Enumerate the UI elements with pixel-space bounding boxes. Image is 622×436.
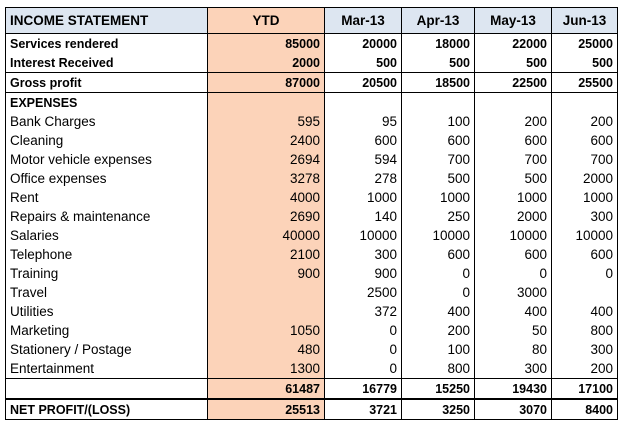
row-total-expenses: [6, 379, 618, 400]
month-cell: 140: [325, 207, 402, 226]
month-cell: 1000: [552, 188, 618, 207]
ytd-cell: 2100: [208, 245, 325, 264]
ytd-cell: 40000: [208, 226, 325, 245]
ytd-cell: [208, 302, 325, 321]
month-cell: 80: [475, 340, 552, 359]
month-cell: 10000: [402, 226, 475, 245]
row-expenses-heading: [6, 93, 618, 113]
row-label: Cleaning: [6, 131, 208, 150]
month-cell: 600: [552, 245, 618, 264]
row-label: Gross profit: [6, 73, 208, 93]
row-label: Interest Received: [6, 53, 208, 73]
row-gross-profit: [6, 73, 618, 93]
row-stationery-postage: [6, 340, 618, 359]
row-label: Telephone: [6, 245, 208, 264]
month-cell: 400: [475, 302, 552, 321]
month-cell: 15250: [402, 379, 475, 400]
month-cell: 25000: [552, 34, 618, 54]
month-cell: 25500: [552, 73, 618, 93]
month-cell: 3250: [402, 399, 475, 420]
month-cell: 500: [552, 53, 618, 73]
month-cell: 3721: [325, 399, 402, 420]
ytd-cell: 595: [208, 112, 325, 131]
ytd-cell: 2694: [208, 150, 325, 169]
month-cell: 10000: [475, 226, 552, 245]
month-cell: 594: [325, 150, 402, 169]
month-cell: 500: [325, 53, 402, 73]
column-header-jun-13: Jun-13: [552, 8, 618, 34]
row-rent: [6, 188, 618, 207]
statement-title: INCOME STATEMENT: [6, 8, 208, 34]
month-cell: 18500: [402, 73, 475, 93]
month-cell: 700: [475, 150, 552, 169]
ytd-cell: 480: [208, 340, 325, 359]
row-entertainment: [6, 359, 618, 379]
income-statement-table: [5, 7, 618, 420]
month-cell: 20500: [325, 73, 402, 93]
ytd-cell: 2000: [208, 53, 325, 73]
row-training: [6, 264, 618, 283]
month-cell: 22500: [475, 73, 552, 93]
month-cell: 0: [402, 264, 475, 283]
row-net-profit: [6, 399, 618, 420]
row-label: Stationery / Postage: [6, 340, 208, 359]
month-cell: 0: [552, 264, 618, 283]
month-cell: 500: [402, 169, 475, 188]
month-cell: 1000: [402, 188, 475, 207]
month-cell: 600: [552, 131, 618, 150]
column-header-may-13: May-13: [475, 8, 552, 34]
month-cell: 200: [552, 112, 618, 131]
ytd-cell: 2690: [208, 207, 325, 226]
month-cell: 0: [325, 321, 402, 340]
section-heading: EXPENSES: [6, 93, 208, 113]
row-label: [6, 379, 208, 400]
ytd-cell: [208, 93, 325, 113]
month-cell: 600: [475, 131, 552, 150]
month-cell: 95: [325, 112, 402, 131]
month-cell: 500: [475, 53, 552, 73]
month-cell: 300: [325, 245, 402, 264]
row-services-rendered: [6, 34, 618, 54]
month-cell: 200: [475, 112, 552, 131]
month-cell: [552, 283, 618, 302]
ytd-cell: 1050: [208, 321, 325, 340]
month-cell: 600: [325, 131, 402, 150]
month-cell: 0: [325, 359, 402, 379]
month-cell: 600: [402, 245, 475, 264]
month-cell: 0: [325, 340, 402, 359]
row-label: Utilities: [6, 302, 208, 321]
row-label: Training: [6, 264, 208, 283]
month-cell: 19430: [475, 379, 552, 400]
row-cleaning: [6, 131, 618, 150]
row-marketing: [6, 321, 618, 340]
month-cell: 400: [552, 302, 618, 321]
income-statement-sheet: [5, 7, 618, 420]
month-cell: 700: [402, 150, 475, 169]
month-cell: 800: [552, 321, 618, 340]
row-label: Bank Charges: [6, 112, 208, 131]
month-cell: 8400: [552, 399, 618, 420]
month-cell: 1000: [325, 188, 402, 207]
ytd-cell: 1300: [208, 359, 325, 379]
month-cell: [402, 93, 475, 113]
month-cell: 278: [325, 169, 402, 188]
ytd-cell: 61487: [208, 379, 325, 400]
column-header-ytd: YTD: [208, 8, 325, 34]
month-cell: 0: [475, 264, 552, 283]
month-cell: 3070: [475, 399, 552, 420]
month-cell: [325, 93, 402, 113]
ytd-cell: 900: [208, 264, 325, 283]
month-cell: 700: [552, 150, 618, 169]
month-cell: 200: [552, 359, 618, 379]
month-cell: 2000: [475, 207, 552, 226]
month-cell: 100: [402, 340, 475, 359]
row-label: Motor vehicle expenses: [6, 150, 208, 169]
row-telephone: [6, 245, 618, 264]
row-label: Rent: [6, 188, 208, 207]
row-bank-charges: [6, 112, 618, 131]
month-cell: [475, 93, 552, 113]
month-cell: 100: [402, 112, 475, 131]
month-cell: 200: [402, 321, 475, 340]
month-cell: 0: [402, 283, 475, 302]
month-cell: 500: [475, 169, 552, 188]
month-cell: 372: [325, 302, 402, 321]
month-cell: 600: [402, 131, 475, 150]
month-cell: 900: [325, 264, 402, 283]
ytd-cell: 85000: [208, 34, 325, 54]
row-label: NET PROFIT/(LOSS): [6, 399, 208, 420]
row-salaries: [6, 226, 618, 245]
row-repairs-maintenance: [6, 207, 618, 226]
row-label: Services rendered: [6, 34, 208, 54]
month-cell: 18000: [402, 34, 475, 54]
month-cell: 300: [552, 207, 618, 226]
month-cell: 600: [475, 245, 552, 264]
column-header-apr-13: Apr-13: [402, 8, 475, 34]
row-label: Travel: [6, 283, 208, 302]
row-interest-received: [6, 53, 618, 73]
row-office-expenses: [6, 169, 618, 188]
row-label: Salaries: [6, 226, 208, 245]
month-cell: 250: [402, 207, 475, 226]
month-cell: [552, 93, 618, 113]
month-cell: 10000: [552, 226, 618, 245]
month-cell: 20000: [325, 34, 402, 54]
month-cell: 300: [552, 340, 618, 359]
row-label: Office expenses: [6, 169, 208, 188]
ytd-cell: 2400: [208, 131, 325, 150]
month-cell: 10000: [325, 226, 402, 245]
row-motor-vehicle-expenses: [6, 150, 618, 169]
month-cell: 2500: [325, 283, 402, 302]
row-utilities: [6, 302, 618, 321]
month-cell: 2000: [552, 169, 618, 188]
month-cell: 1000: [475, 188, 552, 207]
ytd-cell: 25513: [208, 399, 325, 420]
month-cell: 50: [475, 321, 552, 340]
row-label: Marketing: [6, 321, 208, 340]
ytd-cell: 4000: [208, 188, 325, 207]
row-travel: [6, 283, 618, 302]
header-row: [6, 8, 618, 34]
ytd-cell: [208, 283, 325, 302]
month-cell: 22000: [475, 34, 552, 54]
row-label: Repairs & maintenance: [6, 207, 208, 226]
column-header-mar-13: Mar-13: [325, 8, 402, 34]
month-cell: 400: [402, 302, 475, 321]
month-cell: 300: [475, 359, 552, 379]
month-cell: 3000: [475, 283, 552, 302]
ytd-cell: 3278: [208, 169, 325, 188]
month-cell: 500: [402, 53, 475, 73]
month-cell: 17100: [552, 379, 618, 400]
month-cell: 16779: [325, 379, 402, 400]
month-cell: 800: [402, 359, 475, 379]
row-label: Entertainment: [6, 359, 208, 379]
ytd-cell: 87000: [208, 73, 325, 93]
